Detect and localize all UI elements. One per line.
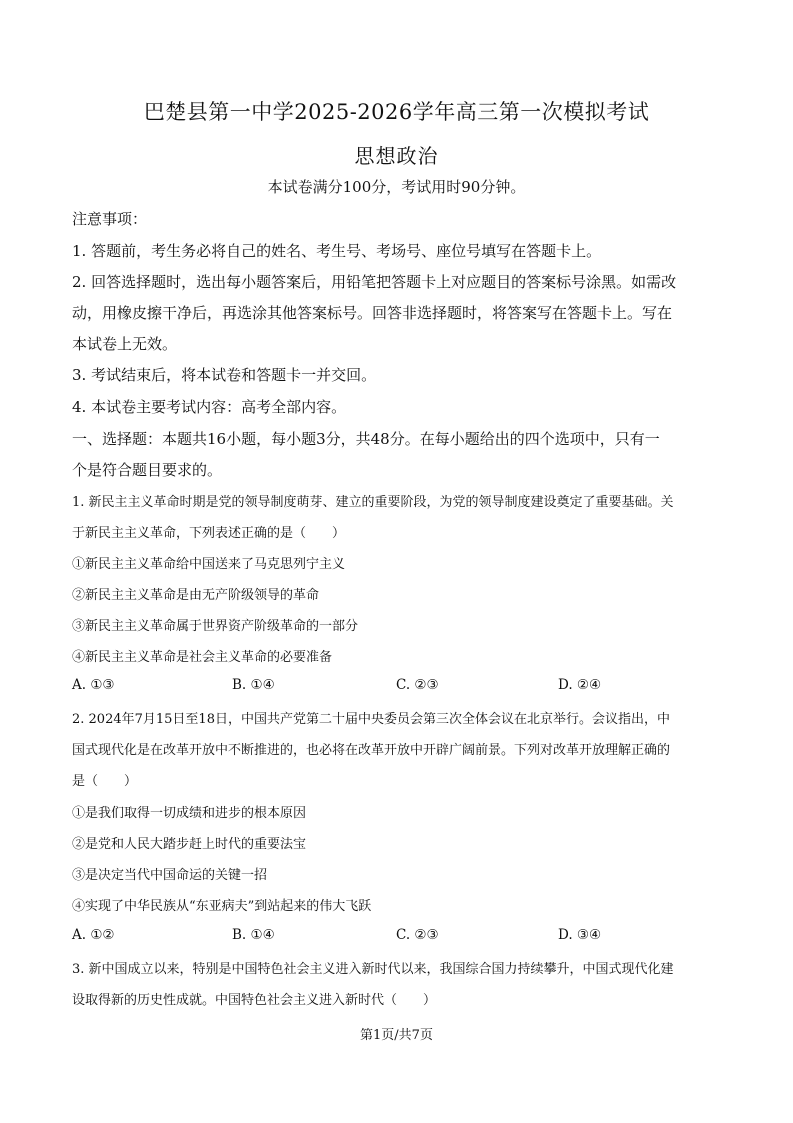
option-a: A. ①③ (72, 677, 115, 693)
question-1-stem: 于新民主主义革命，下列表述正确的是（ ） (72, 526, 346, 541)
question-2-stem: 国式现代化是在改革开放中不断推进的，也必将在改革开放中开辟广阔前景。下列对改革开放理解正确的 (72, 743, 671, 758)
option-d: D. ②④ (558, 677, 602, 693)
question-2-stem: 是（ ） (72, 774, 138, 789)
question-2-statement: ②是党和人民大踏步赶上时代的重要法宝 (72, 837, 307, 852)
question-1-statement: ③新民主主义革命属于世界资产阶级革命的一部分 (72, 619, 359, 634)
question-2-statement: ③是决定当代中国命运的关键一招 (72, 868, 268, 883)
notice-item: 本试卷上无效。 (72, 335, 178, 353)
question-3-stem: 3. 新中国成立以来，特别是中国特色社会主义进入新时代以来，我国综合国力持续攀升，中国式现代化建 (72, 962, 674, 977)
notice-heading: 注意事项： (72, 210, 148, 228)
question-1-options (72, 677, 722, 697)
option-a: A. ①② (72, 927, 115, 943)
option-b: B. ①④ (232, 677, 275, 693)
option-c: C. ②③ (396, 927, 439, 943)
question-1-stem: 1. 新民主主义革命时期是党的领导制度萌芽、建立的重要阶段，为党的领导制度建设奠定了重要基础。关 (72, 495, 674, 510)
question-1-statement: ①新民主主义革命给中国送来了马克思列宁主义 (72, 557, 346, 572)
notice-item: 动，用橡皮擦干净后，再选涂其他答案标号。回答非选择题时，将答案写在答题卡上。写在 (72, 304, 673, 322)
section-heading-cont: 个是符合题目要求的。 (72, 461, 223, 479)
option-d: D. ③④ (558, 927, 602, 943)
question-2-statement: ①是我们取得一切成绩和进步的根本原因 (72, 806, 307, 821)
question-2-stem: 2. 2024年7月15日至18日，中国共产党第二十届中央委员会第三次全体会议在北京举行。会议指出，中 (72, 712, 670, 727)
question-3-stem: 设取得新的历史性成就。中国特色社会主义进入新时代（ ） (72, 993, 437, 1008)
option-c: C. ②③ (396, 677, 439, 693)
notice-item: 1. 答题前，考生务必将自己的姓名、考生号、考场号、座位号填写在答题卡上。 (72, 242, 602, 260)
notice-item: 4. 本试卷主要考试内容：高考全部内容。 (72, 398, 347, 416)
notice-item: 2. 回答选择题时，选出每小题答案后，用铅笔把答题卡上对应题目的答案标号涂黑。如需改 (72, 273, 677, 291)
question-2-statement: ④实现了中华民族从“东亚病夫”到站起来的伟大飞跃 (72, 899, 372, 914)
section-heading: 一、选择题：本题共16小题，每小题3分，共48分。在每小题给出的四个选项中，只有一 (72, 430, 660, 448)
option-b: B. ①④ (232, 927, 275, 943)
question-1-statement: ④新民主主义革命是社会主义革命的必要准备 (72, 650, 333, 665)
subject-title: 思想政治 (354, 144, 439, 168)
exam-info: 本试卷满分100分，考试用时90分钟。 (267, 178, 526, 196)
question-2-options (72, 927, 722, 947)
question-1-statement: ②新民主主义革命是由无产阶级领导的革命 (72, 588, 320, 603)
page-footer: 第1页/共7页 (360, 1028, 433, 1043)
notice-item: 3. 考试结束后，将本试卷和答题卡一并交回。 (72, 366, 377, 384)
exam-title: 巴楚县第一中学2025-2026学年高三第一次模拟考试 (143, 100, 650, 124)
